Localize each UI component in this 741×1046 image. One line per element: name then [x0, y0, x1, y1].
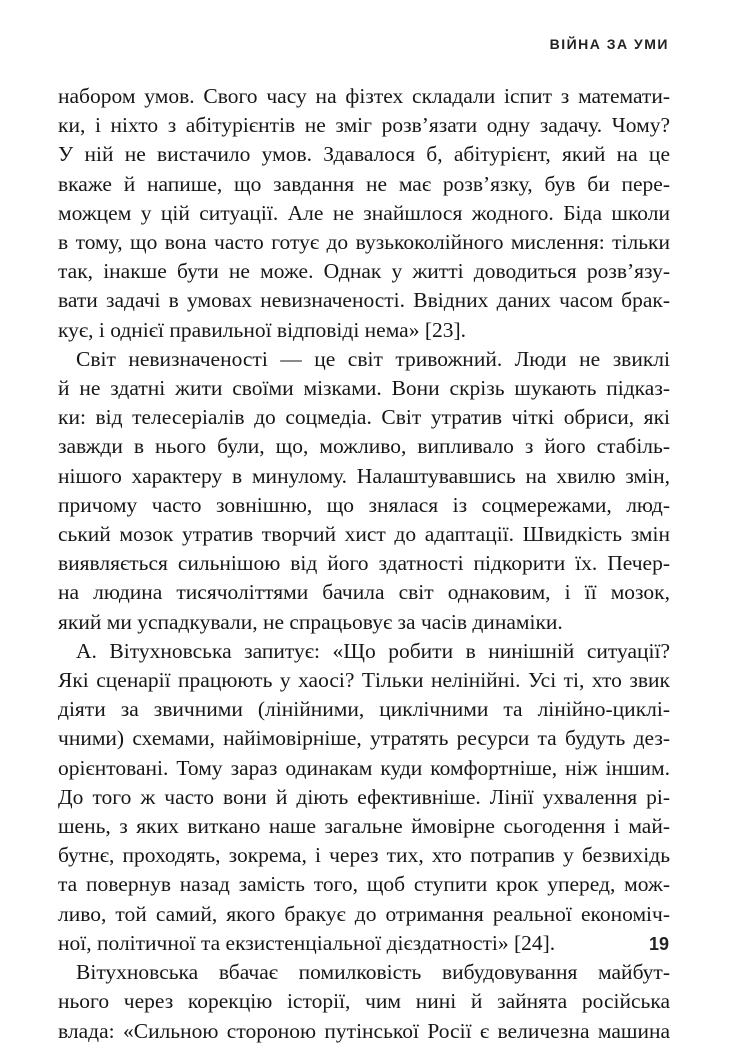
text-line: так, інакше бути не може. Однак у житті доводиться розв’язу-	[58, 259, 670, 284]
text-line: на людина тисячоліттями бачила світ однаковим, і її мозок,	[58, 580, 670, 605]
text-line: Світ невизначеності — це світ тривожний. Люди не звиклі	[76, 346, 670, 371]
text-line: в тому, що вона часто готує до вузькоколійного мислення: тільки	[58, 230, 670, 255]
text-line: кує, і однієї правильної відповіді нема» [23].	[58, 317, 467, 342]
text-line: влада: «Сильною стороною путінської Росії є величезна машина	[58, 1018, 670, 1043]
running-header: ВІЙНА ЗА УМИ	[549, 36, 669, 52]
text-line: До того ж часто вони й діють ефективніше. Лінії ухвалення рі-	[58, 784, 670, 809]
text-line: шень, з яких виткано наше загальне ймовірне сьогодення і май-	[58, 814, 670, 839]
text-line: та повернув назад замість того, щоб ступити крок уперед, мож-	[58, 872, 670, 897]
paragraph	[58, 82, 670, 345]
text-line: можцем у цій ситуації. Але не знайшлося жодного. Біда школи	[58, 200, 670, 225]
paragraph	[58, 958, 670, 1046]
text-line: ки: від телесеріалів до соцмедіа. Світ утратив чіткі обриси, які	[58, 405, 670, 430]
text-line: причому часто зовнішню, що знялася із соцмережами, люд-	[58, 492, 670, 517]
paragraph	[58, 345, 670, 637]
text-line: ки, і ніхто з абітурієнтів не зміг розв’язати одну задачу. Чому?	[58, 113, 670, 138]
page-number: 19	[648, 934, 669, 954]
text-line: вкаже й напише, що завдання не має розв’язку, був би пере-	[58, 171, 670, 196]
text-line: У ній не вистачило умов. Здавалося б, абітурієнт, який на це	[58, 142, 670, 167]
text-line: чними) схемами, найімовірніше, утратять ресурси та будуть дез-	[58, 726, 670, 751]
text-line: набором умов. Свого часу на фізтех складали іспит з математи-	[58, 84, 670, 108]
text-line: ський мозок утратив творчий хист до адаптації. Швидкість змін	[58, 522, 670, 547]
text-line: який ми успадкували, не спрацьовує за часів динаміки.	[58, 609, 563, 634]
text-line: виявляється сильнішою від його здатності підкорити їх. Печер-	[58, 551, 670, 576]
body-text	[58, 82, 670, 1046]
text-line: Вітухновська вбачає помилковість вибудовування майбут-	[76, 960, 670, 985]
paragraph	[58, 637, 670, 958]
text-line: нішого характеру в минулому. Налаштувавшись на хвилю змін,	[58, 463, 670, 488]
text-line: й не здатні жити своїми мізками. Вони скрізь шукають підказ-	[58, 376, 670, 401]
text-line: бутнє, проходять, зокрема, і через тих, хто потрапив у безвихідь	[58, 843, 670, 868]
text-line: Які сценарії працюють у хаосі? Тільки нелінійні. Усі ті, хто звик	[58, 668, 670, 693]
text-line: вати задачі в умовах невизначеності. Ввідних даних часом брак-	[58, 288, 670, 313]
text-line: завжди в нього були, що, можливо, випливало з його стабіль-	[58, 434, 670, 459]
text-line: ної, політичної та екзистенціальної дієздатності» [24].	[58, 930, 556, 955]
text-line: А. Вітухновська запитує: «Що робити в нинішній ситуації?	[76, 638, 670, 663]
text-line: орієнтовані. Тому зараз одинакам куди комфортніше, ніж іншим.	[58, 755, 670, 780]
text-line: ливо, той самий, якого бракує до отримання реальної економіч-	[58, 901, 670, 926]
text-line: нього через корекцію історії, чим нині й зайнята російська	[58, 989, 670, 1014]
text-line: діяти за звичними (лінійними, циклічними та лінійно-циклі-	[58, 697, 670, 722]
